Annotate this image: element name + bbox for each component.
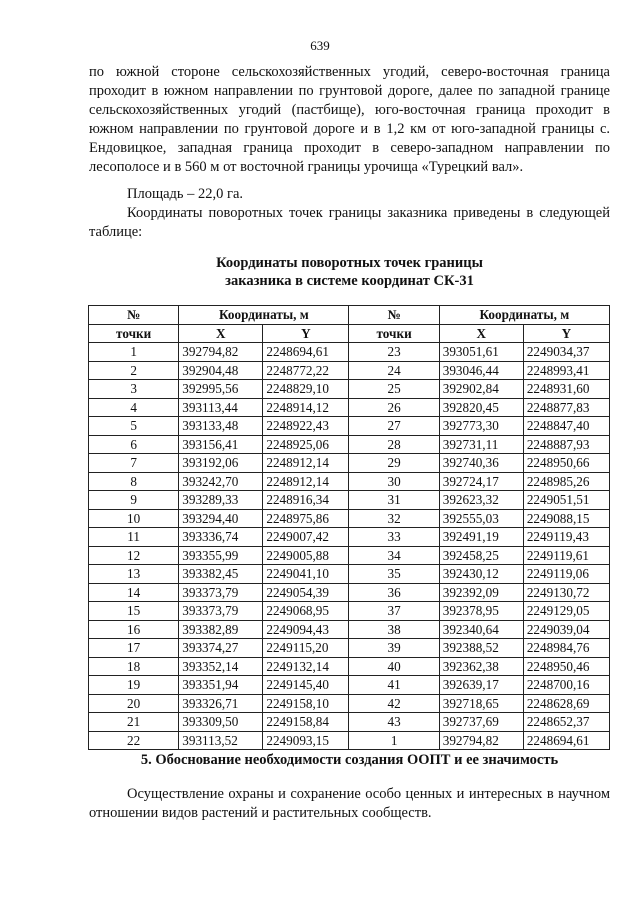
cell-y-left: 2249093,15 — [263, 731, 349, 750]
cell-point-number-right: 35 — [349, 565, 439, 584]
header-x-right: X — [439, 324, 523, 343]
cell-y-left: 2249007,42 — [263, 528, 349, 547]
cell-point-number-right: 34 — [349, 546, 439, 565]
cell-point-number-left: 4 — [89, 398, 179, 417]
cell-y-right: 2249130,72 — [523, 583, 609, 602]
cell-y-left: 2249115,20 — [263, 639, 349, 658]
cell-y-right: 2249051,51 — [523, 491, 609, 510]
cell-y-left: 2248912,14 — [263, 454, 349, 473]
table-row — [89, 713, 610, 732]
table-row — [89, 361, 610, 380]
cell-x-right: 392794,82 — [439, 731, 523, 750]
cell-point-number-left: 13 — [89, 565, 179, 584]
table-row — [89, 565, 610, 584]
cell-point-number-left: 16 — [89, 620, 179, 639]
cell-y-right: 2248993,41 — [523, 361, 609, 380]
cell-x-right: 392555,03 — [439, 509, 523, 528]
cell-x-right: 392820,45 — [439, 398, 523, 417]
cell-y-right: 2248950,46 — [523, 657, 609, 676]
cell-x-right: 392740,36 — [439, 454, 523, 473]
cell-y-right: 2249119,43 — [523, 528, 609, 547]
cell-y-right: 2248694,61 — [523, 731, 609, 750]
cell-y-left: 2249068,95 — [263, 602, 349, 621]
cell-point-number-left: 15 — [89, 602, 179, 621]
cell-x-left: 393351,94 — [179, 676, 263, 695]
table-row — [89, 417, 610, 436]
cell-x-right: 392491,19 — [439, 528, 523, 547]
table-row — [89, 602, 610, 621]
cell-y-left: 2248772,22 — [263, 361, 349, 380]
cell-x-right: 392362,38 — [439, 657, 523, 676]
header-point-label-left: точки — [89, 324, 179, 343]
cell-x-left: 393355,99 — [179, 546, 263, 565]
header-y-left: Y — [263, 324, 349, 343]
cell-point-number-right: 39 — [349, 639, 439, 658]
cell-y-left: 2249094,43 — [263, 620, 349, 639]
table-row — [89, 454, 610, 473]
cell-point-number-right: 36 — [349, 583, 439, 602]
cell-x-right: 392430,12 — [439, 565, 523, 584]
cell-x-right: 392718,65 — [439, 694, 523, 713]
cell-y-right: 2249034,37 — [523, 343, 609, 362]
cell-point-number-right: 23 — [349, 343, 439, 362]
cell-point-number-left: 19 — [89, 676, 179, 695]
table-header-row-1 — [89, 306, 610, 325]
cell-y-right: 2248700,16 — [523, 676, 609, 695]
cell-point-number-left: 5 — [89, 417, 179, 436]
cell-point-number-left: 7 — [89, 454, 179, 473]
coordinates-table — [88, 305, 610, 750]
cell-y-right: 2248887,93 — [523, 435, 609, 454]
table-row — [89, 731, 610, 750]
cell-point-number-left: 9 — [89, 491, 179, 510]
table-row — [89, 694, 610, 713]
cell-y-right: 2248628,69 — [523, 694, 609, 713]
table-row — [89, 343, 610, 362]
cell-point-number-right: 38 — [349, 620, 439, 639]
cell-x-right: 392623,32 — [439, 491, 523, 510]
cell-point-number-left: 8 — [89, 472, 179, 491]
cell-x-left: 393373,79 — [179, 602, 263, 621]
cell-point-number-left: 14 — [89, 583, 179, 602]
cell-x-right: 392773,30 — [439, 417, 523, 436]
table-title-line-1: Координаты поворотных точек границы — [216, 255, 483, 271]
area-paragraph: Площадь – 22,0 га. — [127, 186, 244, 202]
header-coordinates-left: Координаты, м — [179, 306, 349, 325]
cell-x-left: 393336,74 — [179, 528, 263, 547]
cell-y-left: 2249005,88 — [263, 546, 349, 565]
table-row — [89, 472, 610, 491]
cell-y-left: 2249158,84 — [263, 713, 349, 732]
table-row — [89, 380, 610, 399]
cell-point-number-left: 17 — [89, 639, 179, 658]
cell-y-right: 2248877,83 — [523, 398, 609, 417]
cell-point-number-right: 43 — [349, 713, 439, 732]
cell-y-left: 2248925,06 — [263, 435, 349, 454]
header-point-label-right: точки — [349, 324, 439, 343]
cell-y-right: 2248950,66 — [523, 454, 609, 473]
cell-x-left: 393326,71 — [179, 694, 263, 713]
table-header-row-2 — [89, 324, 610, 343]
cell-y-right: 2248847,40 — [523, 417, 609, 436]
cell-point-number-right: 29 — [349, 454, 439, 473]
cell-x-left: 392794,82 — [179, 343, 263, 362]
cell-x-left: 393352,14 — [179, 657, 263, 676]
cell-x-right: 392392,09 — [439, 583, 523, 602]
cell-x-left: 393294,40 — [179, 509, 263, 528]
cell-point-number-left: 6 — [89, 435, 179, 454]
table-row — [89, 528, 610, 547]
intro-paragraph: по южной стороне сельскохозяйственных угодий, северо-восточная граница проходит в южном направлении по грунтовой дороге, далее по западной границе сельскохозяйственных угодий (пастбище), юго-восточная граница проходит в южном направлении по грунтовой дороге и в 1,2 км от юго-западной границы с. Ендовицкое, западная граница проходит в северо-западном направлении по лесополосе и в 560 м от восточной границы урочища «Турецкий вал». — [89, 64, 610, 175]
table-row — [89, 491, 610, 510]
table-row — [89, 676, 610, 695]
cell-y-left: 2248922,43 — [263, 417, 349, 436]
cell-point-number-left: 21 — [89, 713, 179, 732]
cell-y-left: 2249054,39 — [263, 583, 349, 602]
cell-x-right: 392340,64 — [439, 620, 523, 639]
cell-x-left: 393289,33 — [179, 491, 263, 510]
header-point-number-right: № — [349, 306, 439, 325]
header-y-right: Y — [523, 324, 609, 343]
cell-x-left: 393373,79 — [179, 583, 263, 602]
cell-y-right: 2248652,37 — [523, 713, 609, 732]
table-title-line-2: заказника в системе координат СК-31 — [225, 273, 474, 289]
table-row — [89, 620, 610, 639]
cell-point-number-right: 25 — [349, 380, 439, 399]
cell-y-left: 2249145,40 — [263, 676, 349, 695]
coordinates-intro-paragraph: Координаты поворотных точек границы заказника приведены в следующей таблице: — [89, 205, 610, 240]
cell-point-number-right: 31 — [349, 491, 439, 510]
cell-y-right: 2249039,04 — [523, 620, 609, 639]
cell-point-number-left: 22 — [89, 731, 179, 750]
cell-x-left: 393156,41 — [179, 435, 263, 454]
cell-point-number-right: 32 — [349, 509, 439, 528]
header-coordinates-right: Координаты, м — [439, 306, 609, 325]
cell-x-left: 393382,89 — [179, 620, 263, 639]
cell-y-right: 2249129,05 — [523, 602, 609, 621]
cell-point-number-right: 30 — [349, 472, 439, 491]
cell-y-left: 2248694,61 — [263, 343, 349, 362]
cell-y-left: 2249158,10 — [263, 694, 349, 713]
cell-y-left: 2248916,34 — [263, 491, 349, 510]
cell-x-left: 392904,48 — [179, 361, 263, 380]
cell-x-right: 392902,84 — [439, 380, 523, 399]
cell-point-number-left: 1 — [89, 343, 179, 362]
table-row — [89, 583, 610, 602]
cell-x-left: 392995,56 — [179, 380, 263, 399]
table-row — [89, 398, 610, 417]
cell-point-number-right: 42 — [349, 694, 439, 713]
cell-x-left: 393192,06 — [179, 454, 263, 473]
cell-y-right: 2248931,60 — [523, 380, 609, 399]
cell-y-left: 2248914,12 — [263, 398, 349, 417]
cell-y-right: 2249088,15 — [523, 509, 609, 528]
cell-x-right: 392724,17 — [439, 472, 523, 491]
cell-x-right: 393051,61 — [439, 343, 523, 362]
cell-point-number-left: 11 — [89, 528, 179, 547]
cell-point-number-left: 18 — [89, 657, 179, 676]
cell-x-left: 393242,70 — [179, 472, 263, 491]
cell-x-left: 393113,52 — [179, 731, 263, 750]
cell-point-number-right: 24 — [349, 361, 439, 380]
cell-y-right: 2248985,26 — [523, 472, 609, 491]
cell-y-left: 2248912,14 — [263, 472, 349, 491]
cell-y-left: 2248829,10 — [263, 380, 349, 399]
cell-point-number-left: 2 — [89, 361, 179, 380]
cell-point-number-left: 20 — [89, 694, 179, 713]
table-row — [89, 435, 610, 454]
closing-paragraph: Осуществление охраны и сохранение особо ценных и интересных в научном отношении видов растений и растительных сообществ. — [89, 786, 610, 821]
cell-x-left: 393113,44 — [179, 398, 263, 417]
cell-point-number-right: 28 — [349, 435, 439, 454]
cell-point-number-left: 3 — [89, 380, 179, 399]
cell-x-left: 393374,27 — [179, 639, 263, 658]
cell-y-left: 2249041,10 — [263, 565, 349, 584]
cell-point-number-right: 37 — [349, 602, 439, 621]
header-point-number-left: № — [89, 306, 179, 325]
table-row — [89, 546, 610, 565]
cell-y-left: 2249132,14 — [263, 657, 349, 676]
section-title: 5. Обоснование необходимости создания ООПТ и ее значимость — [140, 752, 559, 768]
table-row — [89, 509, 610, 528]
cell-x-left: 393309,50 — [179, 713, 263, 732]
cell-x-left: 393382,45 — [179, 565, 263, 584]
cell-y-right: 2249119,61 — [523, 546, 609, 565]
cell-point-number-right: 27 — [349, 417, 439, 436]
cell-y-right: 2249119,06 — [523, 565, 609, 584]
cell-x-right: 392458,25 — [439, 546, 523, 565]
cell-x-left: 393133,48 — [179, 417, 263, 436]
page-number: 639 — [310, 38, 330, 53]
coordinates-table-body — [89, 343, 610, 750]
cell-point-number-right: 1 — [349, 731, 439, 750]
cell-y-left: 2248975,86 — [263, 509, 349, 528]
cell-point-number-left: 10 — [89, 509, 179, 528]
cell-point-number-right: 40 — [349, 657, 439, 676]
table-row — [89, 657, 610, 676]
cell-x-right: 393046,44 — [439, 361, 523, 380]
cell-x-right: 392737,69 — [439, 713, 523, 732]
cell-x-right: 392378,95 — [439, 602, 523, 621]
cell-x-right: 392388,52 — [439, 639, 523, 658]
cell-point-number-left: 12 — [89, 546, 179, 565]
header-x-left: X — [179, 324, 263, 343]
cell-x-right: 392639,17 — [439, 676, 523, 695]
cell-point-number-right: 33 — [349, 528, 439, 547]
cell-y-right: 2248984,76 — [523, 639, 609, 658]
table-row — [89, 639, 610, 658]
table-title — [89, 254, 610, 290]
cell-x-right: 392731,11 — [439, 435, 523, 454]
cell-point-number-right: 26 — [349, 398, 439, 417]
cell-point-number-right: 41 — [349, 676, 439, 695]
